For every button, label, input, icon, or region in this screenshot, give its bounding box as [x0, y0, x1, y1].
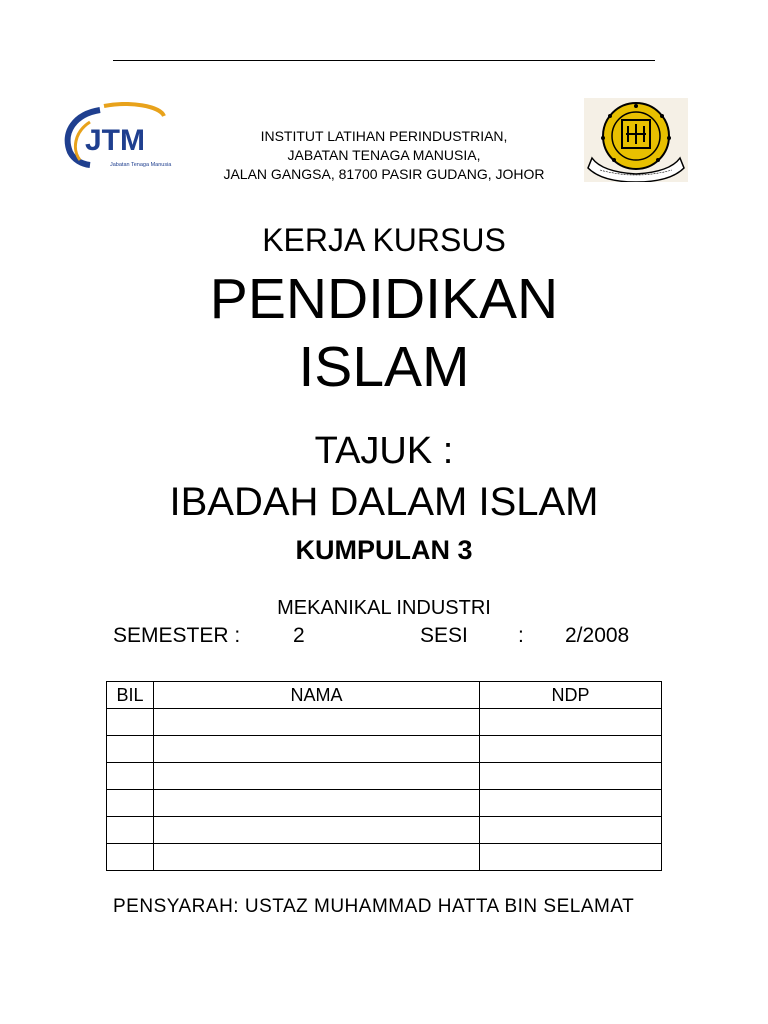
table-row: [107, 709, 662, 736]
topic-label: TAJUK :: [314, 430, 454, 472]
jtm-logo: [60, 102, 172, 172]
institution-line-1: INSTITUT LATIHAN PERINDUSTRIAN,: [260, 128, 508, 144]
lecturer-line: PENSYARAH: USTAZ MUHAMMAD HATTA BIN SELAMAT: [113, 896, 635, 917]
cell-ndp: [480, 817, 662, 844]
jtm-logo-subtext: Jabatan Tenaga Manusia: [110, 162, 172, 168]
cell-ndp: [480, 844, 662, 871]
group-label: KUMPULAN 3: [295, 535, 473, 565]
header-ndp: NDP: [480, 682, 662, 709]
cell-bil: [107, 709, 154, 736]
table-body: [107, 709, 662, 871]
title-islam: ISLAM: [298, 335, 470, 399]
cell-nama: [154, 736, 480, 763]
jtm-logo-letters: JTM: [85, 124, 145, 157]
cell-bil: [107, 790, 154, 817]
cell-nama: [154, 817, 480, 844]
cell-bil: [107, 763, 154, 790]
cell-bil: [107, 844, 154, 871]
cell-ndp: [480, 736, 662, 763]
cell-nama: [154, 790, 480, 817]
semester-value: 2: [293, 624, 305, 647]
semester-label: SEMESTER :: [113, 624, 241, 647]
session-label: SESI: [420, 624, 468, 647]
institution-line-2: JABATAN TENAGA MANUSIA,: [287, 147, 481, 163]
table-row: [107, 763, 662, 790]
ilp-seal-logo: [584, 98, 688, 182]
institution-line-3: JALAN GANGSA, 81700 PASIR GUDANG, JOHOR: [223, 166, 545, 182]
table-row: [107, 844, 662, 871]
course-name: MEKANIKAL INDUSTRI: [277, 597, 491, 619]
header-bil: BIL: [107, 682, 154, 709]
cell-bil: [107, 736, 154, 763]
cell-ndp: [480, 763, 662, 790]
cell-ndp: [480, 790, 662, 817]
cell-nama: [154, 763, 480, 790]
title-pendidikan: PENDIDIKAN: [209, 267, 559, 331]
table-row: [107, 817, 662, 844]
cell-nama: [154, 709, 480, 736]
session-colon: :: [518, 624, 524, 647]
header-nama: NAMA: [154, 682, 480, 709]
cell-ndp: [480, 709, 662, 736]
topic-value: IBADAH DALAM ISLAM: [169, 480, 599, 524]
table-row: [107, 790, 662, 817]
title-kerja-kursus: KERJA KURSUS: [262, 222, 506, 258]
cell-bil: [107, 817, 154, 844]
cell-nama: [154, 844, 480, 871]
top-rule: [113, 60, 655, 61]
table-row: [107, 736, 662, 763]
members-table: [106, 681, 662, 871]
session-value: 2/2008: [565, 624, 630, 647]
table-header-row: [107, 682, 662, 709]
